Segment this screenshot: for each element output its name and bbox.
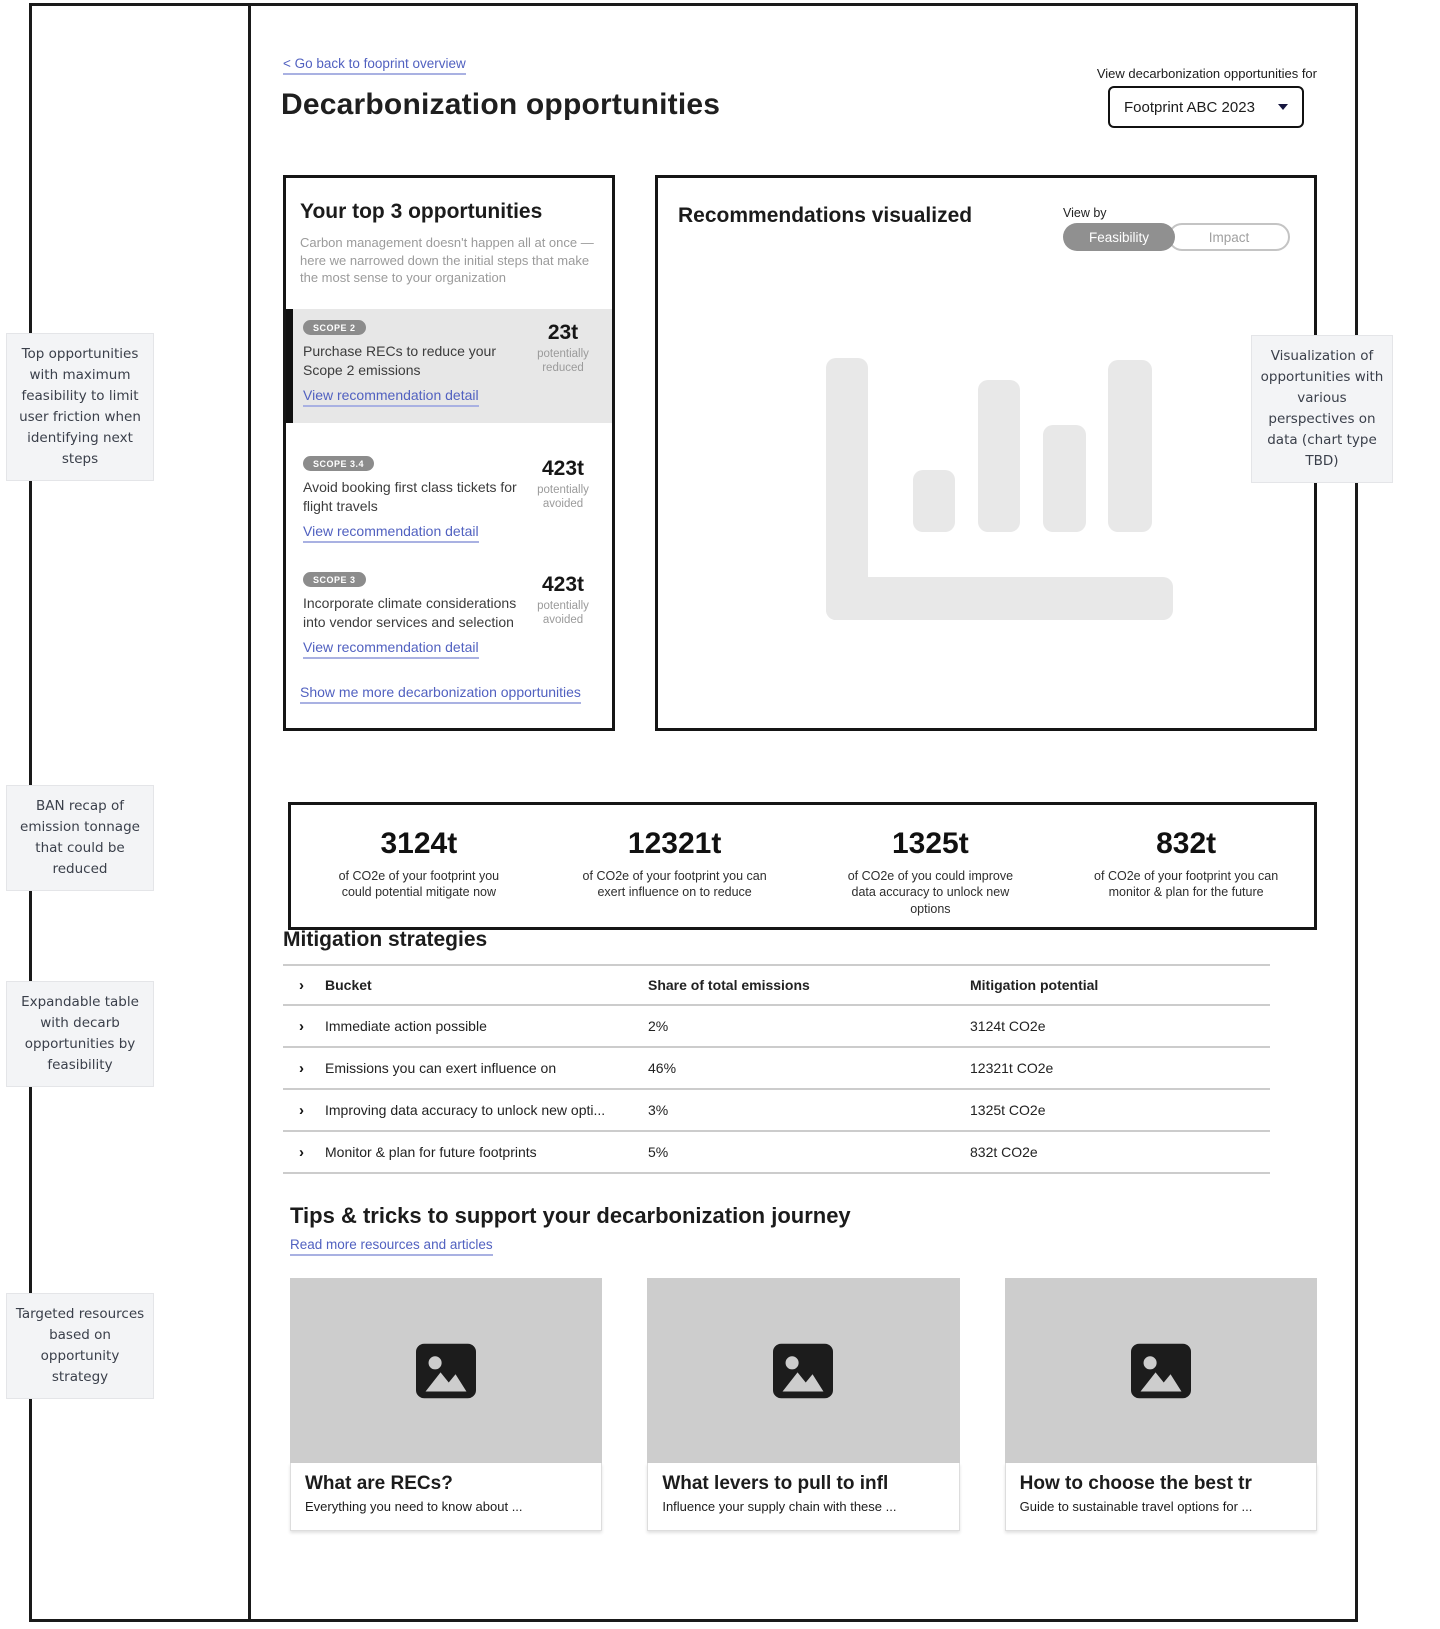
opportunity-item[interactable] [286,445,612,559]
top-opportunities-title: Your top 3 opportunities [300,200,543,223]
annotation-note-expandable-table: Expandable table with decarb opportunities by feasibility [6,981,154,1087]
opportunity-title: Incorporate climate considerations into vendor services and selection [303,595,517,630]
opportunity-note: potentially reduced [537,348,589,375]
toggle-feasibility[interactable]: Feasibility [1063,223,1175,251]
ban-value: 12321t [627,827,722,860]
cell-bucket: Emissions you can exert influence on [325,1060,557,1076]
tip-card-subtitle: Everything you need to know about ... [305,1499,523,1514]
column-header-bucket: Bucket [325,977,372,993]
image-icon [770,1341,836,1401]
table-header-row [283,964,1270,1006]
tip-card[interactable] [647,1278,959,1531]
column-header-share: Share of total emissions [648,977,810,993]
scope-badge: SCOPE 3.4 [303,456,374,471]
chevron-right-icon[interactable]: › [299,1017,304,1035]
opportunity-title: Avoid booking first class tickets for flight travels [303,479,517,514]
cell-share: 2% [648,1018,669,1034]
recommendations-card [655,175,1317,731]
cell-share: 46% [648,1060,677,1076]
ban-stat [1058,827,1314,927]
ban-stat [291,827,547,927]
annotation-note-top-opportunities: Top opportunities with maximum feasibility to limit user friction when identifying next steps [6,333,154,481]
cell-potential: 832t CO2e [970,1144,1038,1160]
view-by-label: View by [1063,206,1107,220]
ban-stat [803,827,1059,927]
read-more-link[interactable]: Read more resources and articles [290,1237,493,1256]
cell-bucket: Improving data accuracy to unlock new opti... [325,1102,606,1118]
tip-card-title: What are RECs? [305,1473,453,1494]
ban-label: of CO2e of your footprint you can exert influence on to reduce [582,869,767,900]
top-opportunities-card [283,175,615,731]
opportunity-note: potentially avoided [537,484,589,511]
cell-bucket: Monitor & plan for future footprints [325,1144,537,1160]
footprint-selector-value: Footprint ABC 2023 [1124,98,1255,116]
image-placeholder [290,1278,602,1463]
chevron-right-icon[interactable]: › [299,1059,304,1077]
chevron-down-icon [1278,104,1288,110]
cell-potential: 12321t CO2e [970,1060,1054,1076]
view-recommendation-link[interactable]: View recommendation detail [303,523,479,543]
annotation-note-visualization: Visualization of opportunities with various perspectives on data (chart type TBD) [1251,335,1393,483]
scope-badge: SCOPE 2 [303,320,366,335]
ban-stats-strip [288,802,1317,930]
ban-value: 832t [1156,827,1217,860]
toggle-impact[interactable]: Impact [1168,223,1290,251]
back-link[interactable]: < Go back to fooprint overview [283,56,466,75]
footprint-selector-label: View decarbonization opportunities for [1096,66,1317,81]
more-opportunities-link[interactable]: Show me more decarbonization opportunities [300,684,581,704]
ban-stat [547,827,803,927]
cell-share: 5% [648,1144,669,1160]
chevron-right-icon[interactable]: › [299,1101,304,1119]
image-icon [413,1341,479,1401]
mitigation-title: Mitigation strategies [283,928,488,951]
tip-card[interactable] [1005,1278,1317,1531]
view-recommendation-link[interactable]: View recommendation detail [303,387,479,407]
ban-value: 3124t [380,827,458,860]
image-icon [1128,1341,1194,1401]
chevron-right-icon[interactable]: › [299,976,304,994]
opportunity-amount: 423t [541,457,585,480]
annotation-margin-divider [248,3,251,1622]
table-row[interactable] [283,1132,1270,1174]
opportunity-item[interactable] [286,309,612,423]
annotation-note-ban-recap: BAN recap of emission tonnage that could be reduced [6,785,154,891]
opportunity-amount: 423t [541,573,585,596]
image-placeholder [1005,1278,1317,1463]
ban-label: of CO2e of your footprint you can monitor & plan for the future [1094,869,1279,900]
tips-title: Tips & tricks to support your decarbonization journey [290,1203,851,1228]
scope-badge: SCOPE 3 [303,572,366,587]
tip-card-title: What levers to pull to infl [662,1473,889,1494]
table-row[interactable] [283,1048,1270,1090]
mitigation-section [283,928,1270,1174]
column-header-potential: Mitigation potential [970,977,1099,993]
ban-value: 1325t [892,827,969,860]
cell-bucket: Immediate action possible [325,1018,487,1034]
opportunity-title: Purchase RECs to reduce your Scope 2 emissions [303,343,496,378]
tip-card-title: How to choose the best tr [1019,1473,1252,1494]
tips-section [290,1203,1317,1531]
table-row[interactable] [283,1006,1270,1048]
page-title: Decarbonization opportunities [281,88,721,121]
cell-share: 3% [648,1102,669,1118]
view-recommendation-link[interactable]: View recommendation detail [303,639,479,659]
ban-label: of CO2e of your footprint you could potential mitigate now [338,869,500,900]
recommendations-title: Recommendations visualized [678,204,973,227]
table-row[interactable] [283,1090,1270,1132]
tip-card-subtitle: Guide to sustainable travel options for ... [1019,1499,1253,1514]
cell-potential: 3124t CO2e [970,1018,1046,1034]
cell-potential: 1325t CO2e [970,1102,1046,1118]
tip-card-subtitle: Influence your supply chain with these ... [662,1499,897,1514]
opportunity-amount: 23t [547,321,579,344]
tip-card[interactable] [290,1278,602,1531]
opportunity-item[interactable] [286,561,612,675]
image-placeholder [647,1278,959,1463]
ban-label: of CO2e of you could improve data accuracy to unlock new options [847,869,1014,916]
opportunity-note: potentially avoided [537,600,589,627]
top-opportunities-description: Carbon management doesn't happen all at once — here we narrowed down the initial steps that make the most sense to your organization [300,235,594,286]
footprint-selector-dropdown[interactable] [1108,86,1304,128]
annotation-note-targeted-resources: Targeted resources based on opportunity strategy [6,1293,154,1399]
chevron-right-icon[interactable]: › [299,1143,304,1161]
